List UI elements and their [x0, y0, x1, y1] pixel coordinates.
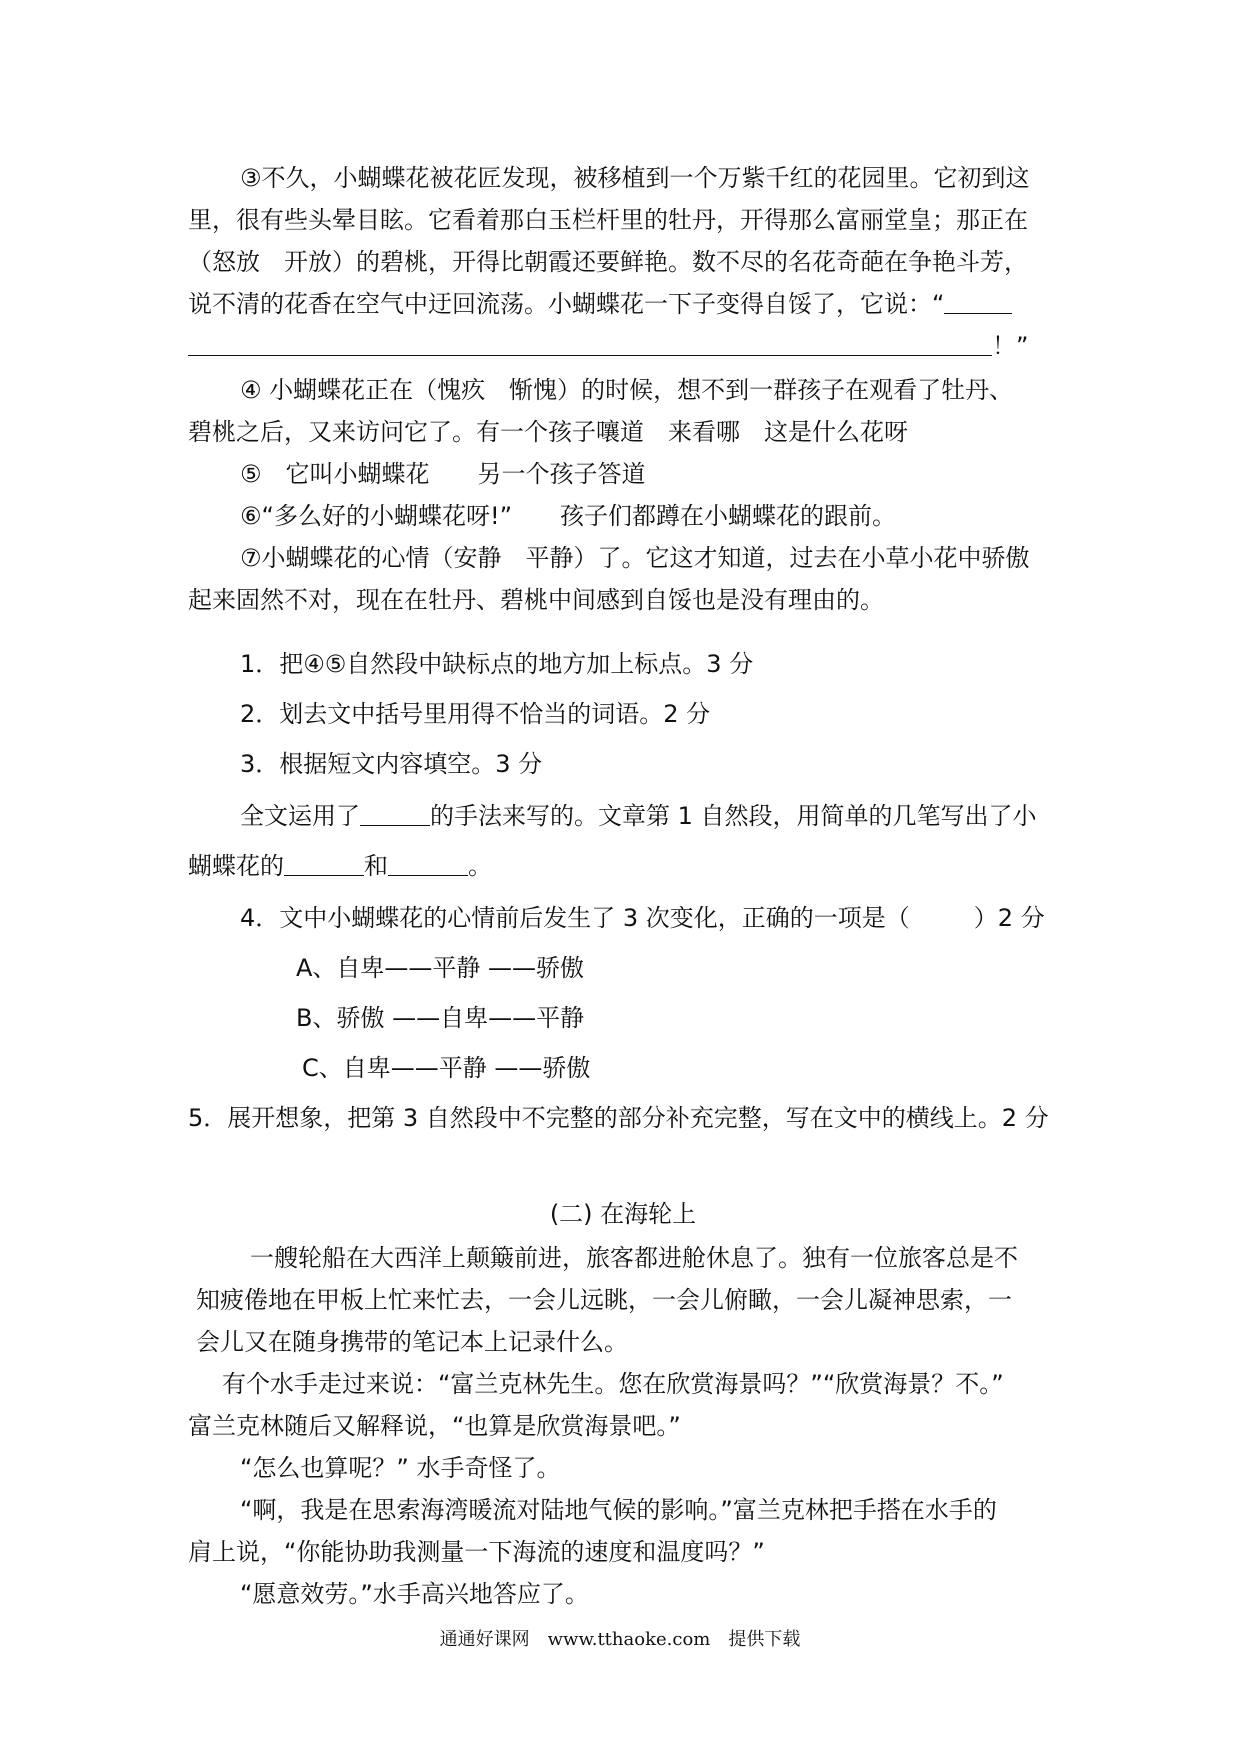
- p3-line-2: 里，很有些头晕目眩。它看着那白玉栏杆里的牡丹，开得那么富丽堂皇；那正在: [188, 206, 1028, 234]
- p3-line-1: ③不久，小蝴蝶花被花匠发现，被移植到一个万紫千红的花园里。它初到这: [240, 164, 1030, 192]
- p5-line: ⑤ 它叫小蝴蝶花 另一个孩子答道: [240, 460, 646, 488]
- p3-line-3: （怒放 开放）的碧桃，开得比朝霞还要鲜艳。数不尽的名花奇葩在争艳斗芳，: [188, 248, 1028, 276]
- q3-blank-1[interactable]: [360, 799, 430, 826]
- p3-line-4: [188, 284, 1058, 324]
- p4-line-1: ④ 小蝴蝶花正在（愧疚 惭愧）的时候，想不到一群孩子在观看了牡丹、: [240, 376, 1014, 404]
- p2-line-7: “啊，我是在思索海湾暖流对陆地气候的影响。”富兰克林把手搭在水手的: [240, 1496, 997, 1524]
- q3-text-d: 和: [364, 852, 388, 880]
- q4-option-c: C、自卑——平静 ——骄傲: [302, 1054, 591, 1082]
- question-5: 5．展开想象，把第 3 自然段中不完整的部分补充完整，写在文中的横线上。2 分: [188, 1104, 1049, 1132]
- p7-line-1: ⑦小蝴蝶花的心情（安静 平静）了。它这才知道，过去在小草小花中骄傲: [240, 544, 1030, 572]
- p3-quote-end: ！”: [992, 332, 1029, 360]
- p4-line-2: 碧桃之后，又来访问它了。有一个孩子嚷道 来看哪 这是什么花呀: [188, 418, 908, 446]
- p2-line-6: “怎么也算呢？” 水手奇怪了。: [240, 1454, 561, 1482]
- p3-line-4-text: 说不清的花香在空气中迂回流荡。小蝴蝶花一下子变得自馁了，它说：“: [188, 290, 945, 318]
- q3-text-e: 。: [468, 852, 492, 880]
- q3-text-a: 全文运用了: [240, 802, 360, 830]
- question-2: 2．划去文中括号里用得不恰当的词语。2 分: [240, 700, 711, 728]
- page-footer: 通通好课网 www.tthaoke.com 提供下载: [439, 1629, 801, 1650]
- q4-option-b: B、骄傲 ——自卑——平静: [296, 1004, 585, 1032]
- p2-line-9: “愿意效劳。”水手高兴地答应了。: [240, 1580, 589, 1608]
- question-3: 3．根据短文内容填空。3 分: [240, 750, 543, 778]
- p3-answer-blank-1[interactable]: [944, 287, 1012, 314]
- p6-line: ⑥“多么好的小蝴蝶花呀!” 孩子们都蹲在小蝴蝶花的跟前。: [240, 502, 897, 530]
- question-3-fill-line-1: [240, 796, 1110, 836]
- p3-answer-blank-2[interactable]: [188, 329, 992, 356]
- p2-line-4: 有个水手走过来说：“富兰克林先生。您在欣赏海景吗？”“欣赏海景？不。”: [222, 1370, 1004, 1398]
- question-4: [240, 898, 1110, 938]
- q4-points: ）2 分: [973, 904, 1045, 932]
- p7-line-2: 起来固然不对，现在在牡丹、碧桃中间感到自馁也是没有理由的。: [188, 586, 884, 614]
- q4-text: 4．文中小蝴蝶花的心情前后发生了 3 次变化，正确的一项是（: [240, 904, 910, 932]
- passage-2-title: (二) 在海轮上: [549, 1200, 697, 1228]
- q3-blank-2[interactable]: [284, 849, 364, 876]
- q3-text-c: 蝴蝶花的: [188, 852, 284, 880]
- p2-line-5: 富兰克林随后又解释说，“也算是欣赏海景吧。”: [188, 1412, 681, 1440]
- p2-line-1: 一艘轮船在大西洋上颠簸前进，旅客都进舱休息了。独有一位旅客总是不: [250, 1244, 1018, 1272]
- p3-line-5: [188, 326, 1058, 366]
- q4-option-a: A、自卑——平静 ——骄傲: [296, 954, 585, 982]
- p2-line-3: 会儿又在随身携带的笔记本上记录什么。: [196, 1328, 628, 1356]
- question-3-fill-line-2: [188, 846, 1058, 886]
- q3-blank-3[interactable]: [388, 849, 468, 876]
- p2-line-8: 肩上说，“你能协助我测量一下海流的速度和温度吗？”: [188, 1538, 765, 1566]
- q3-text-b: 的手法来写的。文章第 1 自然段，用简单的几笔写出了小: [430, 802, 1037, 830]
- question-1: 1．把④⑤自然段中缺标点的地方加上标点。3 分: [240, 650, 754, 678]
- p2-line-2: 知疲倦地在甲板上忙来忙去，一会儿远眺，一会儿俯瞰，一会儿凝神思索，一: [196, 1286, 1012, 1314]
